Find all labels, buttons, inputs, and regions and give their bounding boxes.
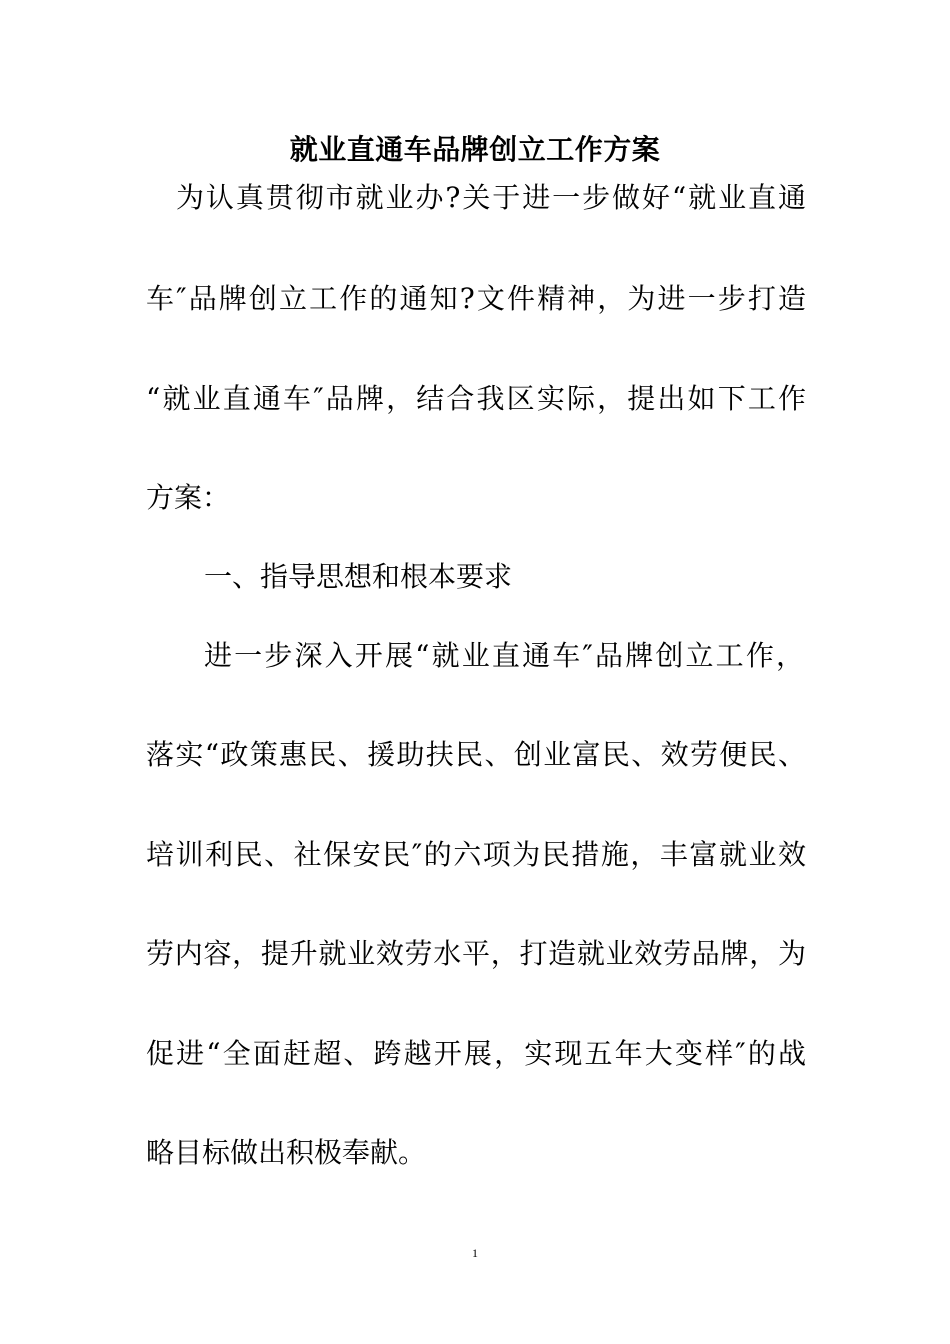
paragraph-line-11: 略目标做出积极奉献。 xyxy=(146,1136,427,1169)
document-title: 就业直通车品牌创立工作方案 xyxy=(289,133,661,166)
paragraph-line-10: 促进“全面赶超、跨越开展，实现五年大变样″的战 xyxy=(146,1037,806,1070)
section-heading: 一、指导思想和根本要求 xyxy=(204,560,513,593)
page-number: 1 xyxy=(472,1246,478,1260)
paragraph-line-2: 车″品牌创立工作的通知?文件精神，为进一步打造 xyxy=(146,282,806,315)
paragraph-line-9: 劳内容，提升就业效劳水平，打造就业效劳品牌，为 xyxy=(146,937,806,970)
paragraph-line-1: 为认真贯彻市就业办?关于进一步做好“就业直通 xyxy=(176,181,806,214)
paragraph-line-7: 落实“政策惠民、援助扶民、创业富民、效劳便民、 xyxy=(146,738,806,771)
paragraph-line-8: 培训利民、社保安民″的六项为民措施，丰富就业效 xyxy=(146,838,806,871)
paragraph-line-6: 进一步深入开展“就业直通车″品牌创立工作， xyxy=(204,639,804,672)
paragraph-line-4: 方案： xyxy=(146,481,231,514)
paragraph-line-3: “就业直通车″品牌，结合我区实际，提出如下工作 xyxy=(146,382,806,415)
